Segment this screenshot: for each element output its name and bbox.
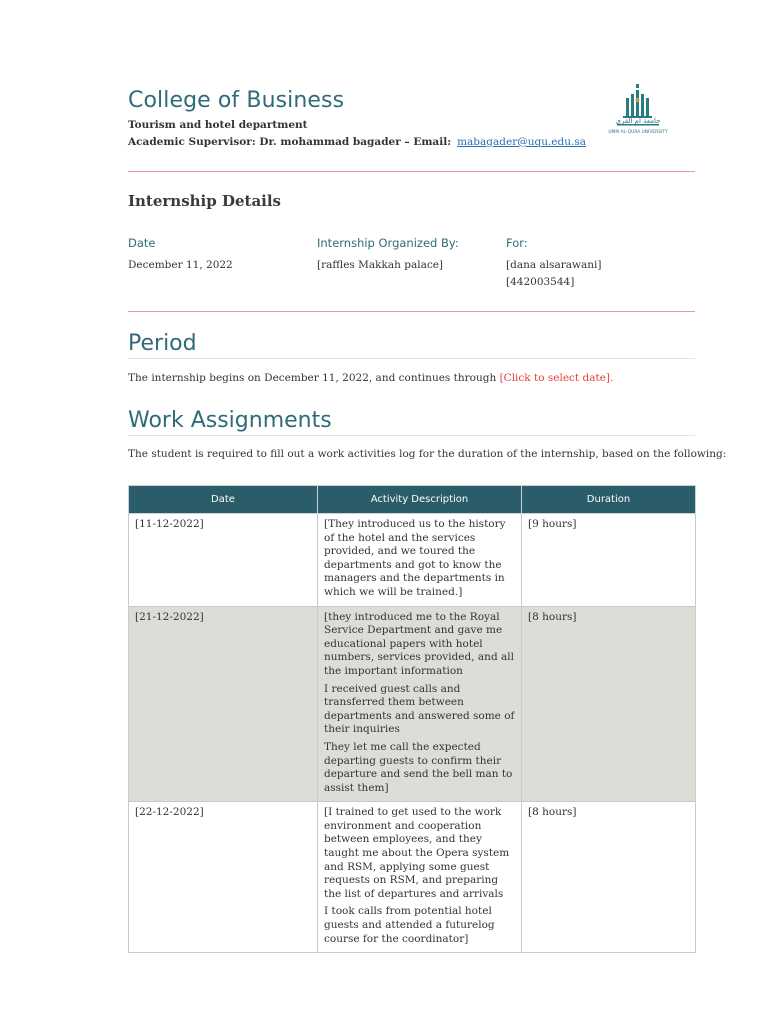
- end-date-picker[interactable]: [Click to select date].: [499, 372, 614, 384]
- supervisor-label: Academic Supervisor: Dr. mohammad bagader – Email:: [128, 136, 452, 148]
- activity-paragraph: [they introduced me to the Royal Service Department and gave me educational papers with hotel numbers, services provided, and all the important information: [324, 610, 514, 677]
- table-row: [129, 802, 696, 953]
- row-date-cell[interactable]: [21-12-2022]: [129, 606, 318, 802]
- activity-paragraph: [They introduced us to the history of the hotel and the services provided, and we toured the departments and got to know the managers and the departments in which we will be trained.]: [324, 518, 506, 598]
- internship-date-value[interactable]: December 11, 2022: [128, 259, 233, 271]
- row-duration-cell[interactable]: [9 hours]: [522, 514, 696, 607]
- table-row: [129, 606, 696, 802]
- row-date-cell[interactable]: [11-12-2022]: [129, 514, 318, 607]
- row-date-cell[interactable]: [22-12-2022]: [129, 802, 318, 953]
- student-name-value[interactable]: [dana alsarawani]: [506, 259, 602, 271]
- table-row: [129, 514, 696, 607]
- activity-paragraph: They let me call the expected departing guests to confirm their departure and send the bell man to assist them]: [324, 740, 513, 794]
- period-underline: [128, 358, 695, 359]
- logo-arabic-text: جامعة أم القرى: [615, 117, 661, 125]
- internship-details-heading: Internship Details: [128, 192, 282, 210]
- organizer-value[interactable]: [raffles Makkah palace]: [317, 259, 444, 271]
- period-text: [128, 372, 613, 384]
- activity-paragraph: I received guest calls and transferred them between departments and answered some of their inquiries: [324, 682, 515, 736]
- work-assignments-intro: The student is required to fill out a work activities log for the duration of the internship, based on the following:: [128, 448, 727, 460]
- college-title: College of Business: [128, 88, 345, 113]
- work-assignments-heading: Work Assignments: [128, 408, 332, 433]
- activity-paragraph: [I trained to get used to the work environment and cooperation between employees, and they taught me about the Opera system and RSM, applying some guest requests on RSM, and preparing the list of departures and arrivals: [324, 806, 510, 900]
- duration-column-header: Duration: [522, 486, 696, 514]
- details-divider: [128, 311, 695, 312]
- header-divider: [128, 171, 695, 172]
- student-id-value[interactable]: [442003544]: [506, 276, 575, 288]
- document-page: [128, 0, 727, 1024]
- organized-by-label: Internship Organized By:: [317, 236, 459, 250]
- date-label: Date: [128, 236, 156, 250]
- period-heading: Period: [128, 331, 197, 356]
- university-logo: [602, 80, 674, 138]
- activity-paragraph: I took calls from potential hotel guests and attended a futurelog course for the coordinator]: [324, 905, 495, 945]
- row-duration-cell[interactable]: [8 hours]: [522, 802, 696, 953]
- work-assignments-underline: [128, 435, 695, 436]
- table-header-row: [129, 486, 696, 514]
- for-label: For:: [506, 236, 528, 250]
- department-line: Tourism and hotel department: [128, 119, 308, 131]
- row-activity-cell[interactable]: [318, 802, 522, 953]
- supervisor-line: [128, 136, 586, 148]
- supervisor-email-link[interactable]: mabagader@uqu.edu.sa: [457, 136, 586, 148]
- row-activity-cell[interactable]: [318, 514, 522, 607]
- date-column-header: Date: [129, 486, 318, 514]
- activity-column-header: Activity Description: [318, 486, 522, 514]
- logo-english-text: UMM AL-QURA UNIVERSITY: [608, 130, 668, 135]
- work-log-table: [128, 485, 696, 953]
- row-duration-cell[interactable]: [8 hours]: [522, 606, 696, 802]
- row-activity-cell[interactable]: [318, 606, 522, 802]
- period-sentence: The internship begins on December 11, 2022, and continues through: [128, 372, 497, 384]
